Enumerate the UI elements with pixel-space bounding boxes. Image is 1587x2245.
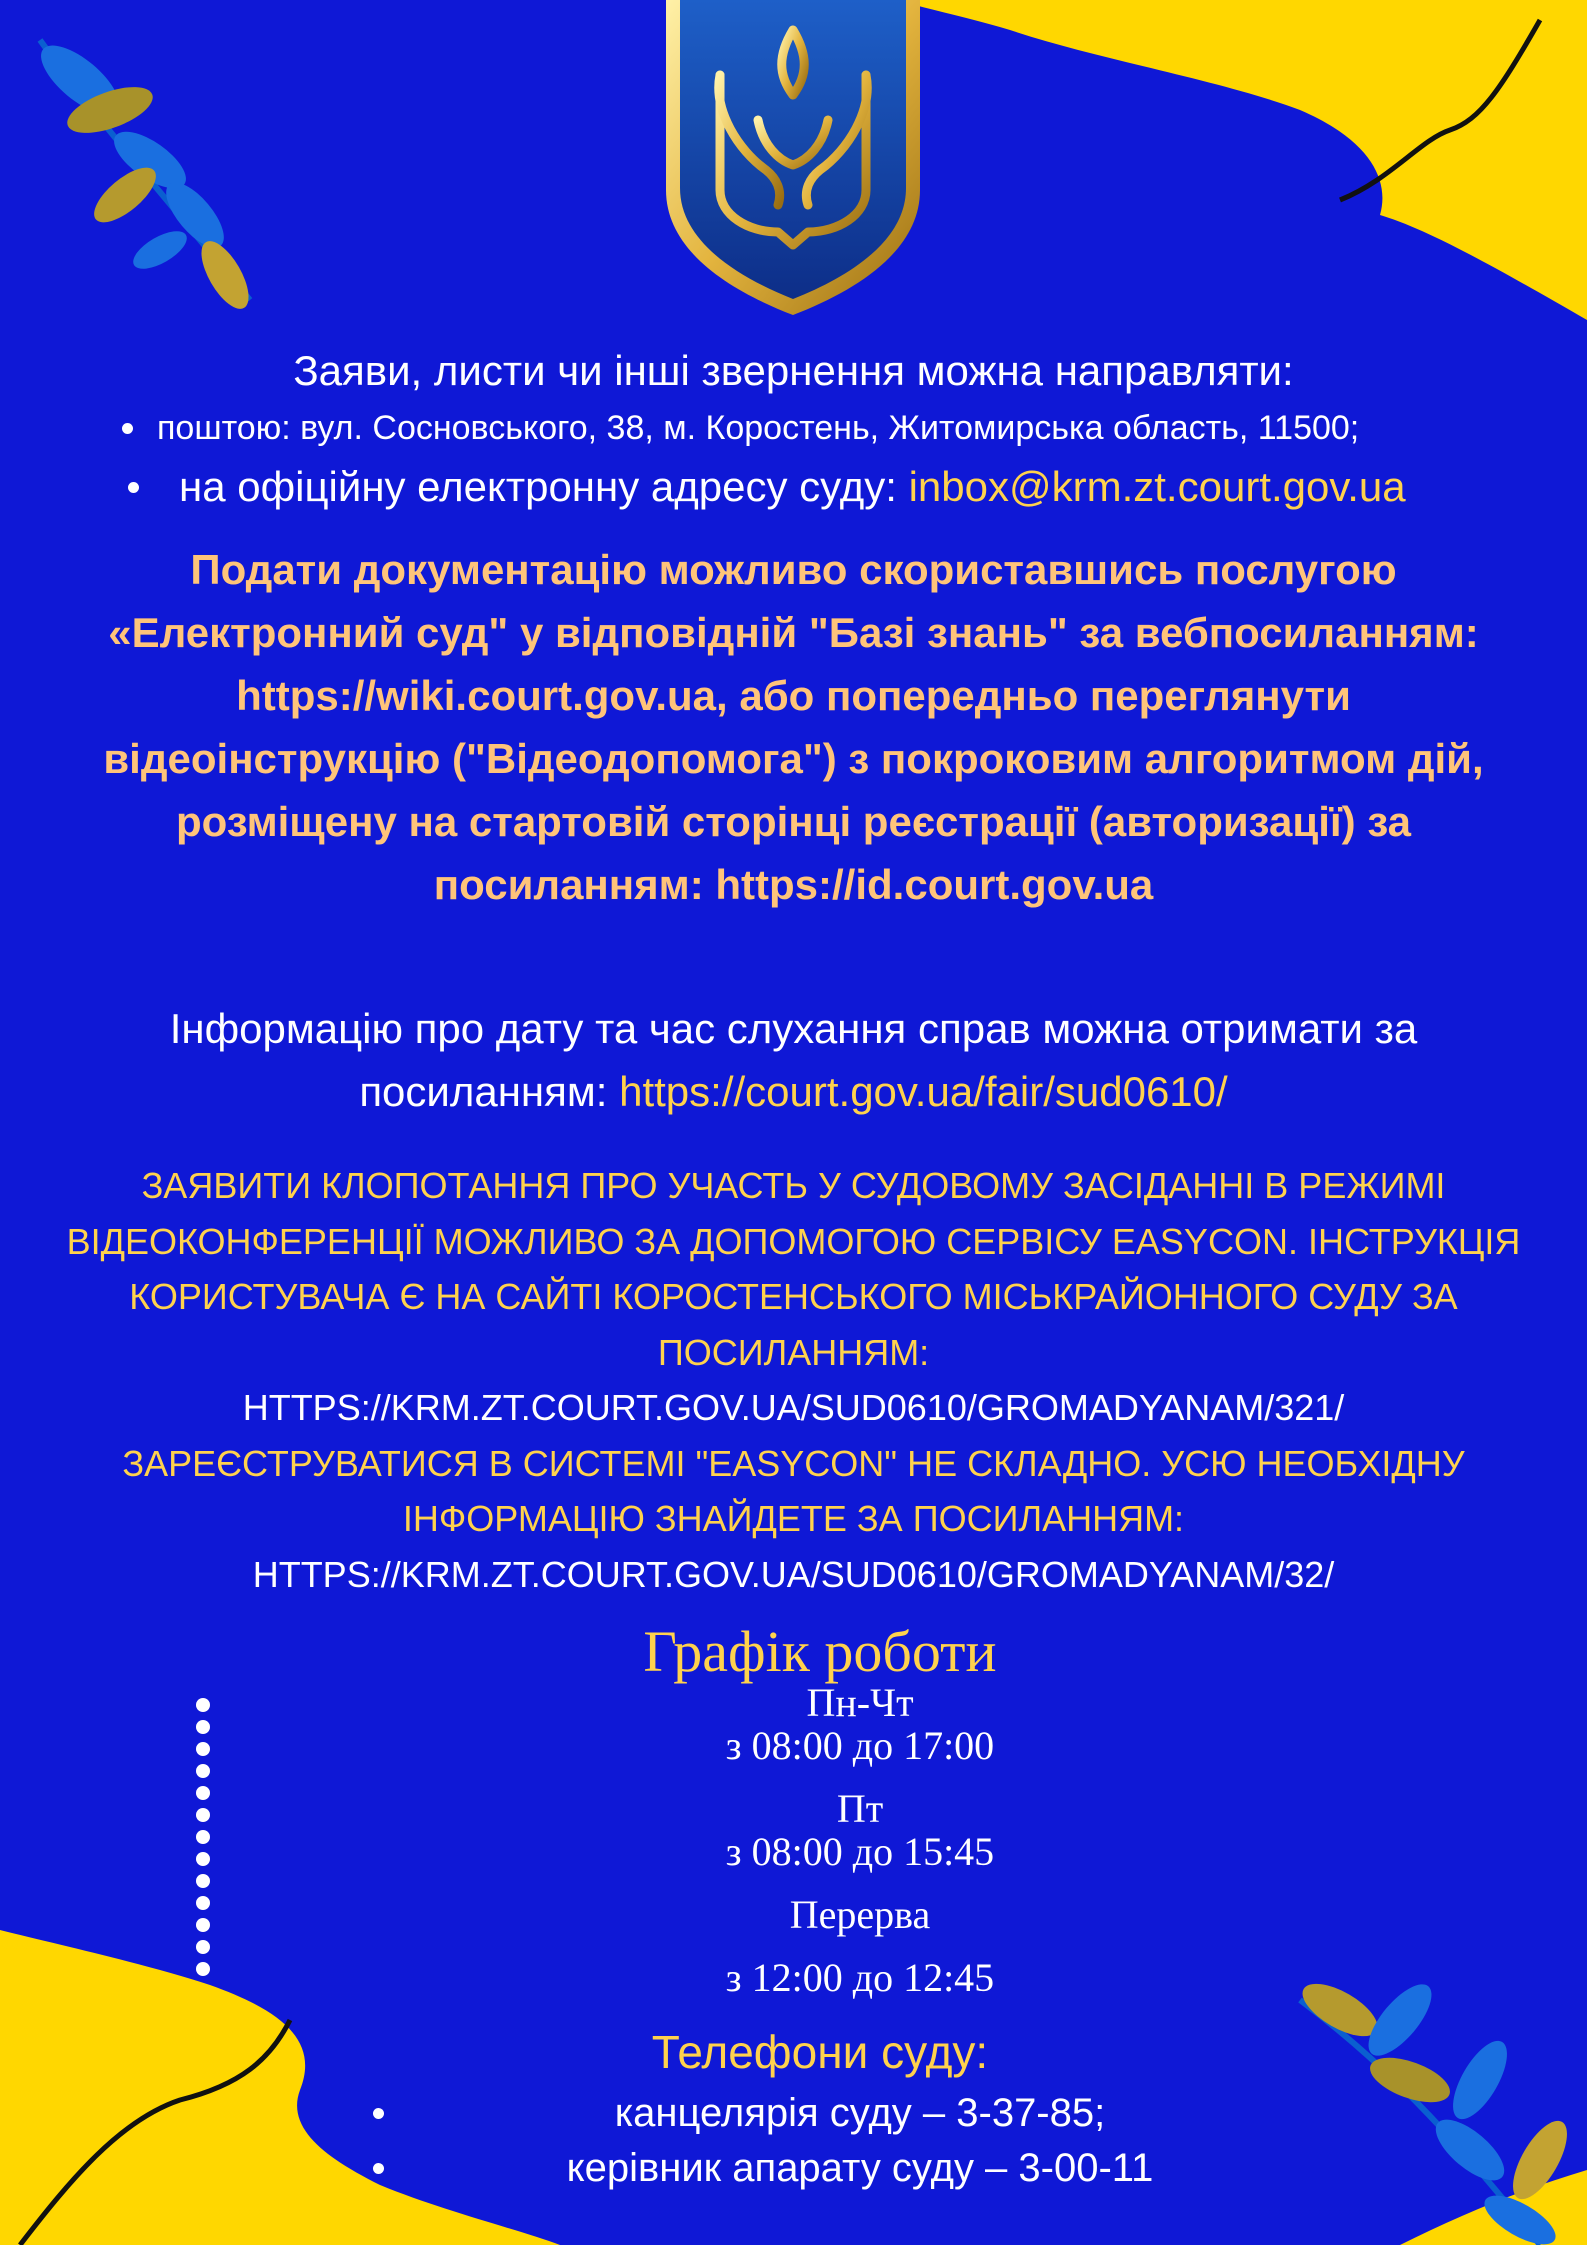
contacts-intro: Заяви, листи чи інші звернення можна направляти: bbox=[293, 347, 1294, 394]
videoconference-text-2: ЗАРЕЄСТРУВАТИСЯ В СИСТЕМІ "EASYCON" НЕ СКЛАДНО. УСЮ НЕОБХІДНУ ІНФОРМАЦІЮ ЗНАЙДЕТЕ ЗА ПОСИЛАННЯМ: bbox=[122, 1442, 1465, 1539]
bullet-icon bbox=[122, 423, 133, 434]
easycon-registration-link[interactable]: HTTPS://KRM.ZT.COURT.GOV.UA/SUD0610/GROMADYANAM/32/ bbox=[252, 1553, 1335, 1595]
videoconference-info bbox=[60, 1158, 1527, 1602]
email-link[interactable]: inbox@krm.zt.court.gov.ua bbox=[908, 463, 1406, 510]
postal-address-text: поштою: вул. Сосновського, 38, м. Коростень, Житомирська область, 11500; bbox=[157, 409, 1360, 447]
schedule-break-hours: з 12:00 до 12:45 bbox=[725, 1955, 995, 2000]
schedule-days-mon-thu: Пн-Чт bbox=[806, 1680, 914, 1725]
trident-coat-of-arms-icon bbox=[658, 0, 928, 318]
videoconference-text-1: ЗАЯВИТИ КЛОПОТАННЯ ПРО УЧАСТЬ У СУДОВОМУ ЗАСІДАННІ В РЕЖИМІ ВІДЕОКОНФЕРЕНЦІЇ МОЖЛИВО ЗА ДОПОМОГОЮ СЕРВІСУ EASYCON. ІНСТРУКЦІЯ КОРИСТУВАЧА Є НА САЙТІ КОРОСТЕНСЬКОГО МІСЬКРАЙОННОГО СУДУ ЗА ПОСИЛАННЯМ: bbox=[66, 1165, 1521, 1373]
email-prefix: на офіційну електронну адресу суду: bbox=[179, 463, 897, 510]
phone-item bbox=[0, 2088, 1587, 2138]
postal-address-item bbox=[122, 406, 1359, 450]
hearings-link[interactable]: https://court.gov.ua/fair/sud0610/ bbox=[619, 1068, 1228, 1115]
hearings-text: Інформацію про дату та час слухання справ можна отримати за посиланням: bbox=[169, 1005, 1418, 1115]
schedule-days-fri: Пт bbox=[836, 1786, 884, 1831]
easycon-instruction-link[interactable]: HTTPS://KRM.ZT.COURT.GOV.UA/SUD0610/GROMADYANAM/321/ bbox=[242, 1387, 1345, 1428]
email-address-item bbox=[128, 460, 1406, 514]
ecourt-instructions: Подати документацію можливо скориставшись послугою «Електронний суд" у відповідній "Базі знань" за вебпосиланням: https://wiki.court.gov.ua, або попередньо переглянути відеоінструкцію ("Відеодопомога") з покроковим алгоритмом дій, розміщену на стартовій сторінці реєстрації (авторизації) за посиланням: https://id.court.gov.ua bbox=[103, 546, 1484, 908]
phone-head-of-staff: керівник апарату суду – 3-00-11 bbox=[566, 2146, 1154, 2190]
bullet-icon bbox=[128, 482, 139, 493]
phone-chancellery: канцелярія суду – 3-37-85; bbox=[614, 2091, 1106, 2135]
phone-item bbox=[0, 2143, 1587, 2193]
schedule-hours-mon-thu: з 08:00 до 17:00 bbox=[725, 1723, 995, 1768]
phones-title: Телефони суду: bbox=[651, 2026, 989, 2078]
hearings-info bbox=[60, 997, 1527, 1123]
schedule-title: Графік роботи bbox=[643, 1619, 997, 1684]
schedule-break-label: Перерва bbox=[789, 1892, 931, 1937]
schedule-hours-fri: з 08:00 до 15:45 bbox=[725, 1829, 995, 1874]
